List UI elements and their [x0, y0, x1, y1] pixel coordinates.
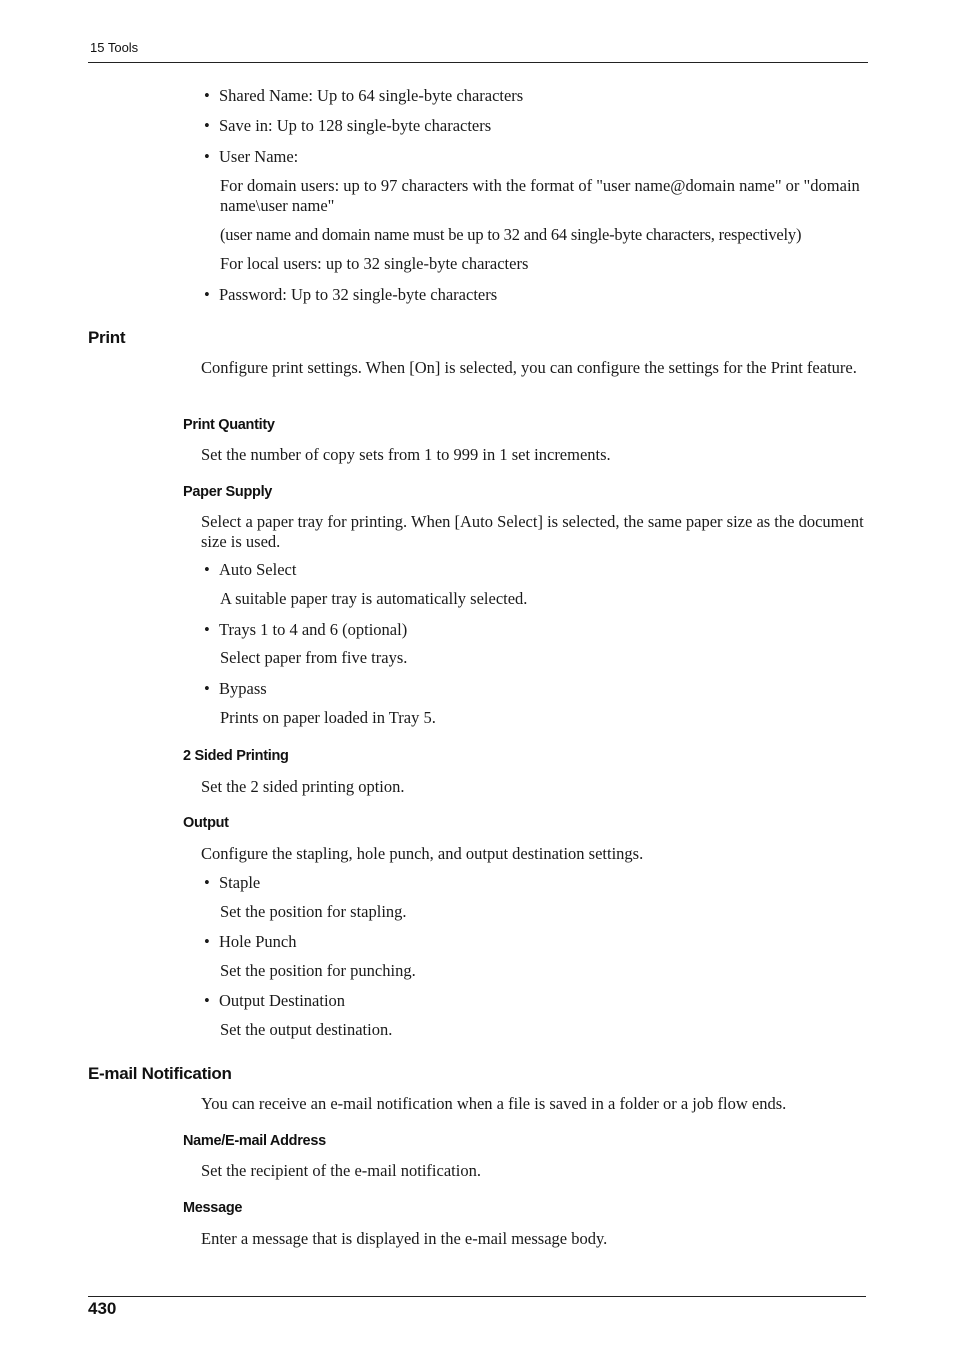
bullet-icon: • — [204, 620, 210, 639]
print-quantity-description: Set the number of copy sets from 1 to 999 in 1 set increments. — [201, 445, 611, 464]
bullet-icon: • — [204, 285, 210, 304]
paper-supply-description: Select a paper tray for printing. When [Auto Select] is selected, the same paper size as the document size is used. — [201, 512, 864, 551]
output-description: Configure the stapling, hole punch, and output destination settings. — [201, 844, 644, 863]
subheading-message: Message — [183, 1200, 243, 1216]
bullet-icon: • — [204, 147, 210, 166]
list-item-label: Bypass — [219, 679, 267, 698]
section-heading-print: Print — [88, 328, 126, 347]
page-number: 430 — [88, 1299, 117, 1318]
subheading-paper-supply: Paper Supply — [183, 484, 273, 500]
subheading-output: Output — [183, 815, 229, 831]
footer-rule — [88, 1296, 866, 1297]
chapter-header: 15 Tools — [90, 40, 139, 55]
two-sided-description: Set the 2 sided printing option. — [201, 777, 405, 796]
list-item-user-name: User Name: — [219, 147, 299, 166]
list-item-description: Prints on paper loaded in Tray 5. — [220, 708, 436, 727]
list-item-label: Auto Select — [219, 560, 297, 579]
user-name-local-text: For local users: up to 32 single-byte characters — [220, 254, 529, 273]
bullet-icon: • — [204, 932, 210, 951]
list-item-description: Select paper from five trays. — [220, 648, 408, 667]
bullet-icon: • — [204, 873, 210, 892]
email-address-description: Set the recipient of the e-mail notification. — [201, 1161, 481, 1180]
list-item-description: Set the position for stapling. — [220, 902, 407, 921]
section-heading-email-notification: E-mail Notification — [88, 1064, 232, 1083]
subheading-name-email-address: Name/E-mail Address — [183, 1133, 326, 1149]
list-item-password: Password: Up to 32 single-byte characters — [219, 285, 498, 304]
subheading-2-sided-printing: 2 Sided Printing — [183, 748, 289, 764]
message-description: Enter a message that is displayed in the e-mail message body. — [201, 1229, 608, 1248]
bullet-icon: • — [204, 560, 210, 579]
bullet-icon: • — [204, 116, 210, 135]
subheading-print-quantity: Print Quantity — [183, 417, 275, 433]
list-item-label: Staple — [219, 873, 261, 892]
bullet-icon: • — [204, 991, 210, 1010]
email-notification-description: You can receive an e-mail notification when a file is saved in a folder or a job flow ends. — [201, 1094, 787, 1113]
list-item-description: A suitable paper tray is automatically selected. — [220, 589, 528, 608]
list-item-save-in: Save in: Up to 128 single-byte characters — [219, 116, 492, 135]
user-name-domain-text: For domain users: up to 97 characters with the format of "user name@domain name" or "domain name\user name" — [220, 176, 860, 215]
user-name-note-text: (user name and domain name must be up to 32 and 64 single-byte characters, respectively) — [220, 225, 802, 244]
list-item-label: Output Destination — [219, 991, 346, 1010]
bullet-icon: • — [204, 679, 210, 698]
bullet-icon: • — [204, 86, 210, 105]
list-item-description: Set the output destination. — [220, 1020, 393, 1039]
header-rule — [88, 62, 868, 63]
list-item-label: Trays 1 to 4 and 6 (optional) — [219, 620, 408, 639]
print-description: Configure print settings. When [On] is selected, you can configure the settings for the Print feature. — [201, 358, 857, 377]
list-item-description: Set the position for punching. — [220, 961, 416, 980]
list-item-label: Hole Punch — [219, 932, 297, 951]
list-item-shared-name: Shared Name: Up to 64 single-byte characters — [219, 86, 524, 105]
